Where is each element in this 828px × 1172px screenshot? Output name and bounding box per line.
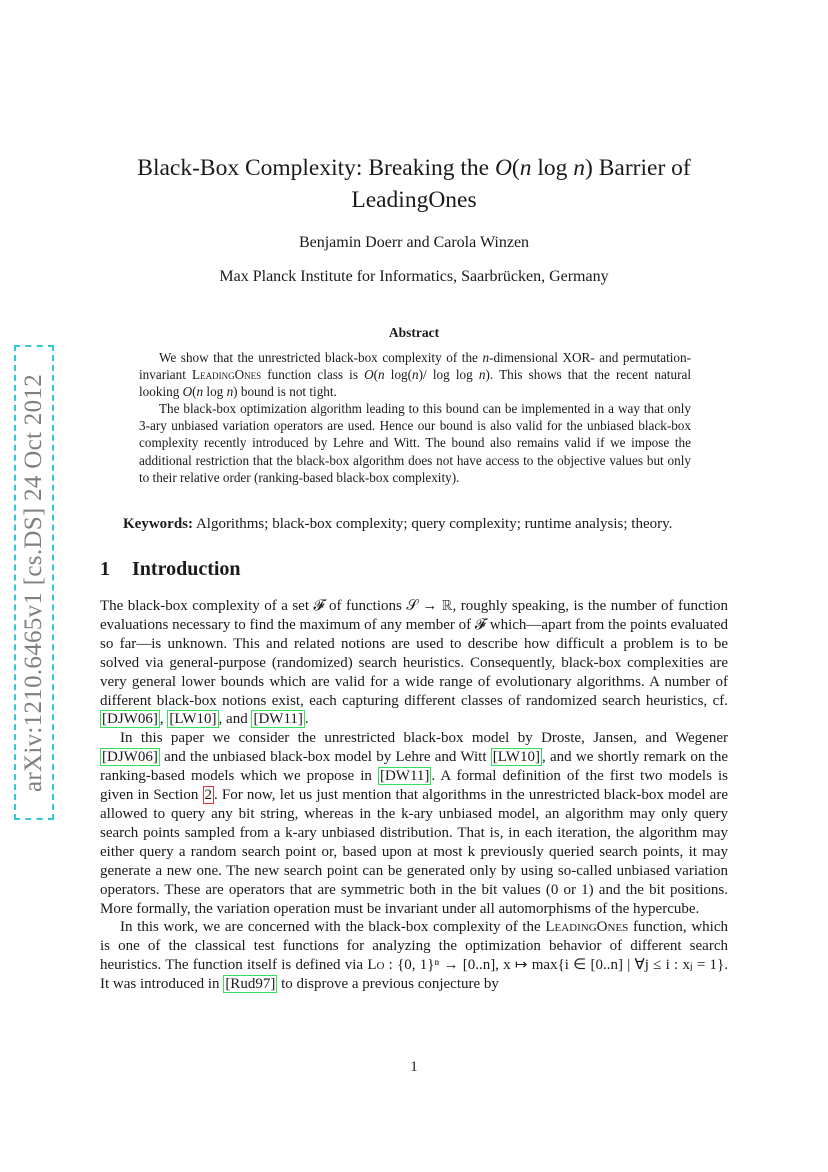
page-number: 1 — [410, 1059, 418, 1075]
keywords — [123, 516, 729, 533]
affiliation: Max Planck Institute for Informatics, Saarbrücken, Germany — [219, 268, 609, 285]
title-line-2: LeadingOnes — [351, 187, 477, 213]
arxiv-stamp[interactable] — [14, 345, 54, 820]
section-heading — [100, 558, 241, 581]
title-line-1: Black-Box Complexity: Breaking the O(n log n) Barrier of — [137, 155, 691, 181]
keywords-text: Algorithms; black-box complexity; query complexity; runtime analysis; theory. — [195, 516, 673, 532]
section-number: 1 — [100, 558, 110, 580]
abstract-paragraph-2: The black-box optimization algorithm leading to this bound can be implemented in a way that only 3-ary unbiased variation operators are used. Hence our bound is also valid for the unbiased black-box complexity recently introduced by Lehre and Witt. The bound also remains valid if we impose the additional restriction that the black-box algorithm does not have access to the objective values but only to their relative order (ranking-based black-box complexity). — [139, 401, 691, 485]
paper-title — [100, 152, 728, 216]
body-paragraph-1: The black-box complexity of a set 𝓕 of functions 𝒮 → ℝ, roughly speaking, is the number of function evaluations necessary to find the maximum of any member of 𝓕 which—apart from the points evaluated so far—is unknown. This and related notions are used to describe how difficult a problem is to be solved via general-purpose (randomized) search heuristics. Consequently, black-box complexities are very general lower bounds which are valid for a wide range of evolutionary algorithms. A number of different black-box notions exist, each capturing different classes of randomized search heuristics, cf. [DJW06] , [LW10] , and [DW11] . — [100, 598, 728, 728]
citation-link[interactable]: [DW11] — [379, 768, 430, 785]
body-text — [100, 597, 728, 994]
arxiv-identifier[interactable]: arXiv:1210.6465v1 [cs.DS] 24 Oct 2012 — [20, 373, 47, 792]
citation-link[interactable]: [DJW06] — [102, 749, 158, 766]
citation-link[interactable]: [LW10] — [492, 749, 540, 766]
keywords-label: Keywords: — [123, 516, 193, 532]
section-title: Introduction — [132, 558, 241, 580]
body-paragraph-3: In this work, we are concerned with the black-box complexity of the LeadingOnes function, which is one of the classical test functions for analyzing the optimization behavior of different search heuristics. The function itself is defined via Lo : {0, 1}ⁿ → [0..n], x ↦ max{i ∈ [0..n] | ∀j ≤ i : xⱼ = 1}. It was introduced in [Rud97] to disprove a previous conjecture by — [100, 919, 728, 993]
abstract — [139, 349, 691, 486]
citation-link[interactable]: [Rud97] — [225, 976, 276, 993]
section-reference-link[interactable]: 2 — [204, 787, 212, 804]
abstract-paragraph-1: We show that the unrestricted black-box complexity of the n-dimensional XOR- and permutation-invariant LeadingOnes function class is O(n log(n)/ log log n). This shows that the recent natural looking O(n log n) bound is not tight. — [139, 350, 691, 400]
citation-link[interactable]: [DJW06] — [102, 711, 158, 728]
abstract-heading: Abstract — [388, 325, 440, 340]
authors: Benjamin Doerr and Carola Winzen — [298, 234, 530, 251]
citation-link[interactable]: [LW10] — [169, 711, 217, 728]
citation-link[interactable]: [DW11] — [253, 711, 303, 728]
body-paragraph-2: In this paper we consider the unrestricted black-box model by Droste, Jansen, and Wegener [DJW06] and the unbiased black-box model by Lehre and Witt [LW10] , and we shortly remark on the ranking-based models which we propose in [DW11] . A formal definition of the first two models is given in Section 2 . For now, let us just mention that algorithms in the unrestricted black-box model are allowed to query any bit string, whereas in the k-ary unbiased model, an algorithm may only query search points sampled from a k-ary unbiased distribution. That is, in each iteration, the algorithm may either query a random search point or, based upon at most k previously queried search points, it may generate a new one. The new search point can be generated only by using so-called unbiased variation operators. These are operators that are symmetric both in the bit values (0 or 1) and the bit positions. More formally, the variation operation must be invariant under all automorphisms of the hypercube. — [100, 730, 728, 917]
